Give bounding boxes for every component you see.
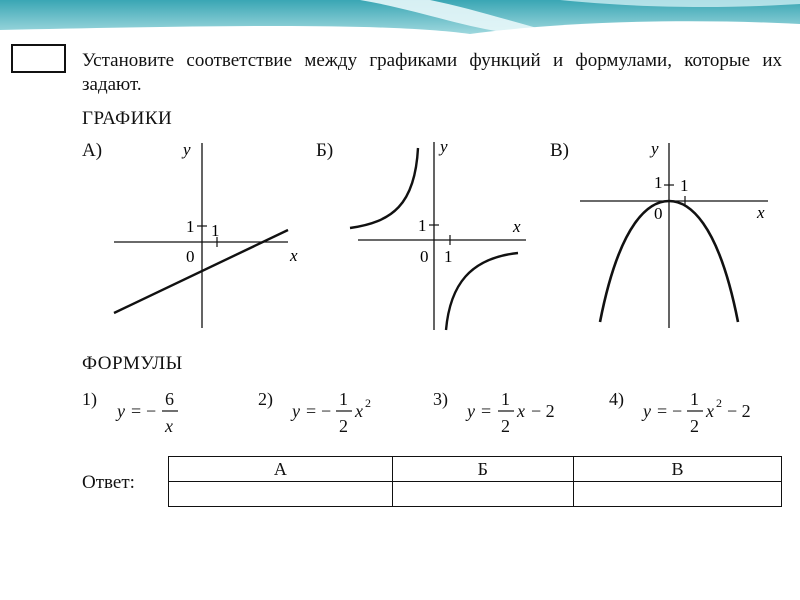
graph-a-label: А) — [82, 140, 103, 161]
formula-2-den: 2 — [339, 416, 348, 436]
graphs-section-title: ГРАФИКИ — [82, 108, 173, 129]
answer-col-a: А — [169, 457, 393, 482]
formula-3-tail: − 2 — [531, 401, 555, 421]
answer-cell-c[interactable] — [573, 482, 781, 507]
formula-3-var: x — [517, 401, 525, 421]
formula-2 — [258, 389, 371, 436]
formula-1-sign: = — [131, 401, 142, 421]
formula-1-minus: − — [146, 401, 157, 421]
formula-4-num: 1 — [690, 389, 699, 409]
page-bottom — [0, 518, 800, 600]
formula-2-label: 2) — [258, 389, 273, 409]
graph-a-x-label: x — [290, 246, 298, 265]
formula-2-num: 1 — [339, 389, 348, 409]
task-text: Установите соответствие между графиками функций и формулами, которые их задают. — [82, 50, 782, 95]
formula-1-num: 6 — [165, 389, 174, 409]
graph-a-tick-x-label: 1 — [211, 221, 220, 240]
answer-col-c: В — [573, 457, 781, 482]
formula-3-label: 3) — [433, 389, 448, 409]
formula-2-sign: = — [306, 401, 317, 421]
answer-label: Ответ: — [82, 472, 135, 493]
graph-a-y-label: y — [183, 140, 191, 159]
graph-a-origin: 0 — [186, 247, 195, 266]
formula-2-lhs: y — [292, 401, 300, 421]
formula-3 — [433, 389, 555, 436]
answer-header-row — [169, 457, 782, 482]
graph-c-label: В) — [550, 140, 569, 161]
answer-value-row — [169, 482, 782, 507]
answer-cell-b[interactable] — [392, 482, 573, 507]
graph-c — [580, 143, 768, 328]
formula-3-sign: = — [481, 401, 492, 421]
formulas-section-title: ФОРМУЛЫ — [82, 353, 183, 374]
graph-b-tick-x-label: 1 — [444, 247, 453, 266]
formula-3-den: 2 — [501, 416, 510, 436]
answer-col-b: Б — [392, 457, 573, 482]
graph-b-tick-y-label: 1 — [418, 216, 427, 235]
formula-4-minus: − — [672, 401, 683, 421]
formula-2-var: x — [355, 401, 363, 421]
formula-4-lhs: y — [643, 401, 651, 421]
graph-c-tick-y-label: 1 — [654, 173, 663, 192]
task-number-box — [11, 44, 66, 73]
graph-c-origin: 0 — [654, 204, 663, 223]
graph-c-parabola — [600, 201, 738, 322]
graph-c-tick-x-label: 1 — [680, 176, 689, 195]
graph-a-line — [114, 230, 288, 313]
formula-2-minus: − — [321, 401, 332, 421]
formula-3-lhs: y — [467, 401, 475, 421]
graph-b — [350, 142, 526, 330]
formula-1-den: x — [165, 416, 173, 436]
graph-a-tick-y-label: 1 — [186, 217, 195, 236]
formula-1 — [82, 389, 178, 436]
graph-b-x-label: x — [513, 217, 521, 236]
formula-4-exp: 2 — [716, 396, 722, 410]
formula-3-num: 1 — [501, 389, 510, 409]
graph-b-y-label: y — [440, 137, 448, 156]
formula-1-lhs: y — [117, 401, 125, 421]
graph-c-y-label: y — [651, 139, 659, 158]
formula-4-tail: − 2 — [727, 401, 751, 421]
formula-4-den: 2 — [690, 416, 699, 436]
formula-2-exp: 2 — [365, 396, 371, 410]
graph-b-branch-left — [350, 148, 418, 228]
answer-table — [168, 456, 782, 507]
graph-c-x-label: x — [757, 203, 765, 222]
header-banner — [0, 0, 800, 34]
formula-4-label: 4) — [609, 389, 624, 409]
graph-b-label: Б) — [316, 140, 334, 161]
graph-a — [114, 143, 288, 328]
graph-b-branch-right — [446, 253, 518, 330]
formula-4-var: x — [706, 401, 714, 421]
formulas-group — [82, 389, 751, 436]
formula-4 — [609, 389, 751, 436]
formula-1-label: 1) — [82, 389, 97, 409]
formula-4-sign: = — [657, 401, 668, 421]
answer-cell-a[interactable] — [169, 482, 393, 507]
graph-b-origin: 0 — [420, 247, 429, 266]
